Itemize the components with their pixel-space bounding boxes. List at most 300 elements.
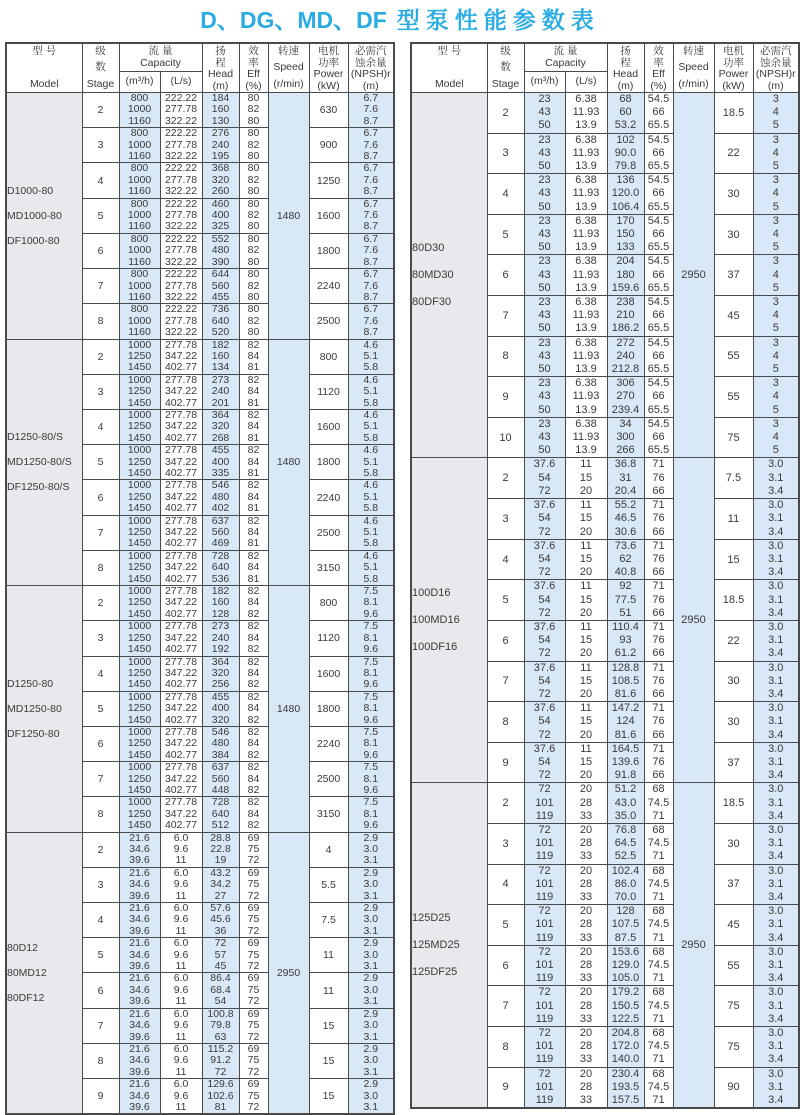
capacity-ls-value: 402.77 <box>164 748 198 761</box>
eff-cell <box>239 163 268 198</box>
power-cell: 15 <box>309 1008 348 1043</box>
capacity-ls-value: 347.22 <box>164 807 198 820</box>
head-value: 136 <box>616 174 635 187</box>
power-cell: 1120 <box>309 374 348 409</box>
head-value: 172.0 <box>611 1040 640 1053</box>
model-cell <box>6 586 82 833</box>
capacity-m3h-value: 1000 <box>127 655 152 668</box>
npsh-cell <box>348 374 394 409</box>
eff-value: 82 <box>247 713 260 726</box>
head-value: 640 <box>211 314 230 327</box>
eff-cell <box>239 374 268 409</box>
capacity-m3h-cell <box>119 691 160 726</box>
capacity-ls-value: 277.78 <box>164 103 198 116</box>
stage-cell: 4 <box>82 903 119 938</box>
capacity-m3h-value: 23 <box>538 377 551 390</box>
eff-value: 54.5 <box>647 174 670 187</box>
capacity-ls-value: 13.9 <box>575 241 597 254</box>
capacity-ls-value: 222.22 <box>164 232 198 245</box>
capacity-ls-value: 11 <box>175 1100 187 1113</box>
head-value: 140.0 <box>611 1053 640 1066</box>
model-cell <box>411 93 487 458</box>
head-cell <box>202 269 239 304</box>
eff-value: 54.5 <box>647 377 670 390</box>
eff-value: 66 <box>652 687 665 700</box>
head-cell <box>202 233 239 268</box>
capacity-m3h-cell <box>119 938 160 973</box>
npsh-value: 3.0 <box>768 661 784 674</box>
capacity-ls-value: 13.9 <box>575 403 597 416</box>
eff-value: 65.5 <box>647 444 670 457</box>
npsh-value: 4 <box>772 228 779 241</box>
head-value: 128.8 <box>611 661 640 674</box>
eff-cell <box>644 783 673 824</box>
stage-cell: 2 <box>82 339 119 374</box>
head-value: 230.4 <box>611 1067 640 1080</box>
col-header-capacity-ls: (L/s) <box>565 72 607 93</box>
npsh-value: 8.1 <box>363 737 379 750</box>
capacity-m3h-cell <box>119 269 160 304</box>
capacity-m3h-value: 54 <box>538 512 551 525</box>
head-value: 102.6 <box>207 1089 234 1102</box>
npsh-value: 3.0 <box>768 580 784 593</box>
npsh-value: 4.6 <box>363 514 379 527</box>
capacity-m3h-value: 54 <box>538 634 551 647</box>
head-value: 184 <box>211 92 230 104</box>
npsh-value: 7.5 <box>363 725 379 738</box>
head-value: 35.0 <box>614 809 637 822</box>
col-header-npsh: 必需汽 蚀余量 (NPSH)r (m) <box>348 43 394 93</box>
eff-value: 82 <box>247 655 260 668</box>
stage-cell: 8 <box>82 304 119 339</box>
npsh-cell <box>348 515 394 550</box>
capacity-ls-value: 222.22 <box>164 268 198 281</box>
capacity-m3h-value: 101 <box>535 796 554 809</box>
capacity-m3h-value: 101 <box>535 1080 554 1093</box>
npsh-cell <box>753 133 799 174</box>
eff-cell <box>644 986 673 1027</box>
npsh-value: 6.7 <box>363 162 379 175</box>
power-cell: 1250 <box>309 163 348 198</box>
eff-value: 71 <box>652 702 665 715</box>
eff-value: 66 <box>652 566 665 579</box>
capacity-ls-value: 277.78 <box>164 444 198 457</box>
head-cell <box>607 945 644 986</box>
eff-value: 76 <box>652 512 665 525</box>
page-title-cjk: 型泵性能参数表 <box>396 7 600 33</box>
eff-value: 74.5 <box>647 837 670 850</box>
power-cell: 11 <box>714 499 753 540</box>
capacity-m3h-value: 72 <box>538 1027 551 1040</box>
capacity-ls-value: 347.22 <box>164 772 198 785</box>
capacity-ls-value: 11 <box>175 960 187 973</box>
capacity-ls-value: 277.78 <box>164 761 198 774</box>
capacity-m3h-value: 43 <box>538 309 551 322</box>
stage-cell: 2 <box>82 93 119 128</box>
speed-cell: 2950 <box>268 832 309 1114</box>
capacity-m3h-value: 23 <box>538 214 551 227</box>
power-cell: 15 <box>309 1079 348 1115</box>
capacity-m3h-value: 1000 <box>127 620 152 633</box>
stage-cell: 7 <box>487 661 524 702</box>
capacity-m3h-cell <box>524 945 565 986</box>
capacity-ls-cell <box>565 417 607 458</box>
capacity-ls-cell <box>160 1079 202 1115</box>
npsh-cell <box>348 656 394 691</box>
pump-spec-table-right <box>410 42 800 1109</box>
eff-value: 74.5 <box>647 877 670 890</box>
head-cell <box>202 938 239 973</box>
capacity-ls-value: 402.77 <box>164 572 198 585</box>
power-cell: 11 <box>309 973 348 1008</box>
capacity-m3h-cell <box>524 255 565 296</box>
npsh-value: 3.1 <box>768 918 784 931</box>
npsh-value: 4 <box>772 390 779 403</box>
eff-cell <box>644 905 673 946</box>
npsh-value: 6.7 <box>363 268 379 281</box>
capacity-ls-value: 15 <box>579 552 593 565</box>
capacity-ls-cell <box>565 661 607 702</box>
npsh-value: 3.0 <box>363 1054 379 1067</box>
capacity-ls-cell <box>565 377 607 418</box>
capacity-m3h-value: 43 <box>538 431 551 444</box>
stage-cell: 9 <box>82 1079 119 1115</box>
npsh-value: 3.1 <box>363 995 379 1008</box>
head-value: 368 <box>211 162 230 175</box>
model-name: 125D25 <box>412 912 451 925</box>
eff-cell <box>239 480 268 515</box>
eff-value: 80 <box>247 150 260 163</box>
head-cell <box>607 417 644 458</box>
npsh-cell <box>348 269 394 304</box>
npsh-cell <box>348 304 394 339</box>
stage-cell: 6 <box>487 255 524 296</box>
head-value: 64.5 <box>614 837 637 850</box>
model-name: MD1250-80 <box>7 702 62 715</box>
npsh-cell <box>348 762 394 797</box>
npsh-cell <box>753 214 799 255</box>
eff-value: 76 <box>652 552 665 565</box>
capacity-m3h-value: 800 <box>130 92 149 104</box>
capacity-ls-cell <box>565 539 607 580</box>
npsh-value: 3.0 <box>363 843 379 855</box>
head-value: 129.6 <box>207 1078 234 1091</box>
head-cell <box>607 539 644 580</box>
capacity-m3h-value: 50 <box>538 200 551 213</box>
capacity-m3h-value: 1450 <box>127 572 152 585</box>
eff-value: 71 <box>652 850 665 863</box>
npsh-cell <box>348 1043 394 1078</box>
head-cell <box>202 1043 239 1078</box>
capacity-m3h-value: 34.6 <box>129 1019 150 1032</box>
eff-value: 75 <box>247 948 260 961</box>
eff-value: 80 <box>247 127 260 140</box>
npsh-value: 7.6 <box>363 279 379 292</box>
stage-cell: 5 <box>487 905 524 946</box>
head-value: 81 <box>214 1100 227 1113</box>
npsh-cell <box>753 377 799 418</box>
eff-value: 82 <box>247 514 260 527</box>
npsh-value: 2.9 <box>363 866 379 879</box>
eff-cell <box>239 515 268 550</box>
power-cell: 630 <box>309 93 348 128</box>
head-cell <box>607 255 644 296</box>
col-header-npsh: 必需汽 蚀余量 (NPSH)r (m) <box>753 43 799 93</box>
capacity-ls-value: 402.77 <box>164 783 198 796</box>
capacity-ls-cell <box>160 903 202 938</box>
capacity-ls-value: 402.77 <box>164 431 198 444</box>
head-value: 239.4 <box>611 403 640 416</box>
head-value: 238 <box>616 296 635 309</box>
stage-cell: 7 <box>487 986 524 1027</box>
npsh-value: 5 <box>772 241 779 254</box>
npsh-value: 5.1 <box>363 561 379 574</box>
eff-value: 80 <box>247 92 260 104</box>
npsh-value: 3 <box>772 255 779 268</box>
head-value: 79.8 <box>614 160 637 173</box>
speed-cell: 2950 <box>673 93 714 458</box>
eff-value: 66 <box>652 187 665 200</box>
npsh-cell <box>348 480 394 515</box>
capacity-m3h-value: 1250 <box>127 807 152 820</box>
capacity-ls-value: 347.22 <box>164 526 198 539</box>
eff-value: 84 <box>247 596 260 609</box>
capacity-ls-value: 15 <box>579 512 593 525</box>
capacity-ls-value: 402.77 <box>164 643 198 656</box>
npsh-value: 5 <box>772 363 779 376</box>
npsh-value: 7.5 <box>363 690 379 703</box>
stage-cell: 6 <box>487 945 524 986</box>
eff-cell <box>644 255 673 296</box>
head-value: 201 <box>211 396 230 409</box>
head-value: 57 <box>214 948 227 961</box>
stage-cell: 7 <box>487 296 524 337</box>
capacity-m3h-value: 43 <box>538 349 551 362</box>
head-value: 637 <box>211 761 230 774</box>
model-name: 100DF16 <box>412 641 458 654</box>
head-value: 272 <box>616 336 635 349</box>
power-cell: 2500 <box>309 515 348 550</box>
npsh-value: 3.1 <box>768 512 784 525</box>
head-value: 640 <box>211 807 230 820</box>
eff-value: 82 <box>247 373 260 386</box>
stage-cell: 5 <box>82 445 119 480</box>
capacity-ls-value: 33 <box>579 850 593 863</box>
eff-value: 69 <box>247 1042 260 1055</box>
head-value: 55.2 <box>614 499 637 512</box>
capacity-ls-value: 347.22 <box>164 561 198 574</box>
npsh-cell <box>753 255 799 296</box>
npsh-cell <box>753 458 799 499</box>
npsh-value: 3 <box>772 174 779 187</box>
npsh-value: 9.6 <box>363 783 379 796</box>
capacity-m3h-value: 43 <box>538 146 551 159</box>
npsh-value: 8.7 <box>363 326 379 339</box>
col-header-capacity-m3h: (m³/h) <box>524 72 565 93</box>
capacity-m3h-value: 21.6 <box>129 1078 150 1091</box>
eff-value: 82 <box>247 761 260 774</box>
head-value: 276 <box>211 127 230 140</box>
capacity-m3h-value: 37.6 <box>533 458 556 471</box>
head-value: 128 <box>616 905 635 918</box>
head-value: 134 <box>211 361 230 374</box>
head-value: 124 <box>616 715 635 728</box>
npsh-value: 2.9 <box>363 937 379 950</box>
capacity-ls-value: 20 <box>579 864 593 877</box>
power-cell: 1600 <box>309 198 348 233</box>
power-cell: 3150 <box>309 797 348 832</box>
npsh-value: 3.4 <box>768 931 784 944</box>
capacity-ls-cell <box>160 304 202 339</box>
speed-cell: 2950 <box>673 458 714 783</box>
capacity-ls-value: 13.9 <box>575 444 597 457</box>
eff-value: 75 <box>247 1089 260 1102</box>
head-value: 20.4 <box>614 484 637 497</box>
eff-value: 74.5 <box>647 999 670 1012</box>
eff-cell <box>644 945 673 986</box>
capacity-m3h-value: 50 <box>538 281 551 294</box>
power-cell: 1800 <box>309 445 348 480</box>
model-name-list <box>412 587 487 653</box>
capacity-m3h-cell <box>119 128 160 163</box>
power-cell: 18.5 <box>714 580 753 621</box>
model-name: DF1250-80 <box>7 727 60 740</box>
capacity-m3h-cell <box>524 742 565 783</box>
stage-cell: 3 <box>82 621 119 656</box>
capacity-ls-value: 277.78 <box>164 796 198 809</box>
eff-value: 72 <box>247 889 260 902</box>
npsh-value: 5.1 <box>363 385 379 398</box>
head-value: 552 <box>211 232 230 245</box>
capacity-ls-value: 28 <box>579 999 593 1012</box>
capacity-ls-value: 20 <box>579 647 593 660</box>
eff-value: 82 <box>247 444 260 457</box>
eff-cell <box>239 726 268 761</box>
head-value: 128 <box>211 607 230 620</box>
head-value: 560 <box>211 772 230 785</box>
capacity-m3h-value: 1250 <box>127 561 152 574</box>
capacity-m3h-cell <box>119 409 160 444</box>
head-cell <box>607 661 644 702</box>
capacity-ls-cell <box>565 93 607 134</box>
head-value: 63 <box>214 1030 227 1043</box>
npsh-value: 3.1 <box>363 854 379 867</box>
head-cell <box>607 864 644 905</box>
npsh-value: 3.0 <box>363 1019 379 1032</box>
eff-value: 69 <box>247 902 260 915</box>
capacity-ls-value: 277.78 <box>164 585 198 598</box>
power-cell: 18.5 <box>714 93 753 134</box>
npsh-value: 5 <box>772 281 779 294</box>
capacity-m3h-value: 23 <box>538 174 551 187</box>
model-name-list <box>7 185 82 247</box>
capacity-ls-cell <box>565 1067 607 1108</box>
capacity-m3h-cell <box>119 163 160 198</box>
npsh-value: 5.8 <box>363 537 379 550</box>
npsh-value: 3.1 <box>768 755 784 768</box>
capacity-m3h-value: 119 <box>535 1094 554 1107</box>
power-cell: 30 <box>714 661 753 702</box>
head-value: 320 <box>211 420 230 433</box>
capacity-m3h-value: 101 <box>535 837 554 850</box>
model-name: 80D30 <box>412 242 445 255</box>
capacity-ls-value: 11 <box>175 854 187 867</box>
eff-value: 69 <box>247 1007 260 1020</box>
model-name-list <box>7 942 82 1004</box>
npsh-value: 3.4 <box>768 647 784 660</box>
capacity-ls-value: 11.93 <box>572 309 600 322</box>
capacity-m3h-value: 1000 <box>127 373 152 386</box>
capacity-m3h-value: 39.6 <box>129 854 150 867</box>
capacity-m3h-cell <box>524 499 565 540</box>
capacity-ls-value: 6.38 <box>575 377 597 390</box>
head-value: 19 <box>214 854 227 867</box>
capacity-m3h-cell <box>524 864 565 905</box>
eff-value: 68 <box>652 1067 665 1080</box>
head-value: 68.4 <box>210 983 231 996</box>
eff-value: 80 <box>247 185 260 198</box>
head-value: 193.5 <box>611 1080 640 1093</box>
npsh-value: 3.1 <box>363 1030 379 1043</box>
capacity-m3h-value: 72 <box>538 823 551 836</box>
capacity-ls-value: 402.77 <box>164 819 198 832</box>
head-value: 260 <box>211 185 230 198</box>
eff-value: 84 <box>247 526 260 539</box>
power-cell: 800 <box>309 339 348 374</box>
stage-cell: 8 <box>487 336 524 377</box>
npsh-cell <box>753 986 799 1027</box>
model-cell <box>6 93 82 340</box>
head-value: 455 <box>211 290 230 303</box>
eff-value: 82 <box>247 748 260 761</box>
head-value: 53.2 <box>614 119 637 132</box>
capacity-m3h-value: 72 <box>538 606 551 619</box>
capacity-ls-cell <box>565 945 607 986</box>
power-cell: 2240 <box>309 269 348 304</box>
npsh-value: 3.0 <box>768 1067 784 1080</box>
head-value: 204 <box>616 255 635 268</box>
capacity-ls-cell <box>565 499 607 540</box>
head-value: 240 <box>211 631 230 644</box>
eff-value: 71 <box>652 661 665 674</box>
capacity-m3h-value: 1450 <box>127 361 152 374</box>
eff-value: 84 <box>247 455 260 468</box>
capacity-m3h-cell <box>119 93 160 128</box>
eff-cell <box>644 214 673 255</box>
eff-value: 82 <box>247 783 260 796</box>
capacity-m3h-value: 43 <box>538 268 551 281</box>
capacity-m3h-cell <box>119 233 160 268</box>
capacity-ls-value: 277.78 <box>164 138 198 151</box>
head-cell <box>607 174 644 215</box>
capacity-m3h-value: 1000 <box>127 549 152 562</box>
stage-cell: 8 <box>82 797 119 832</box>
capacity-m3h-cell <box>524 458 565 499</box>
eff-cell <box>239 550 268 585</box>
npsh-value: 3.1 <box>768 999 784 1012</box>
eff-value: 65.5 <box>647 403 670 416</box>
capacity-ls-value: 322.22 <box>164 114 198 127</box>
capacity-ls-value: 347.22 <box>164 490 198 503</box>
model-name-list <box>412 242 487 308</box>
eff-value: 65.5 <box>647 322 670 335</box>
capacity-ls-value: 11.93 <box>572 431 600 444</box>
capacity-ls-value: 6.0 <box>173 1042 189 1055</box>
eff-value: 82 <box>247 549 260 562</box>
head-value: 76.8 <box>614 823 637 836</box>
head-value: 460 <box>211 197 230 210</box>
eff-value: 65.5 <box>647 363 670 376</box>
